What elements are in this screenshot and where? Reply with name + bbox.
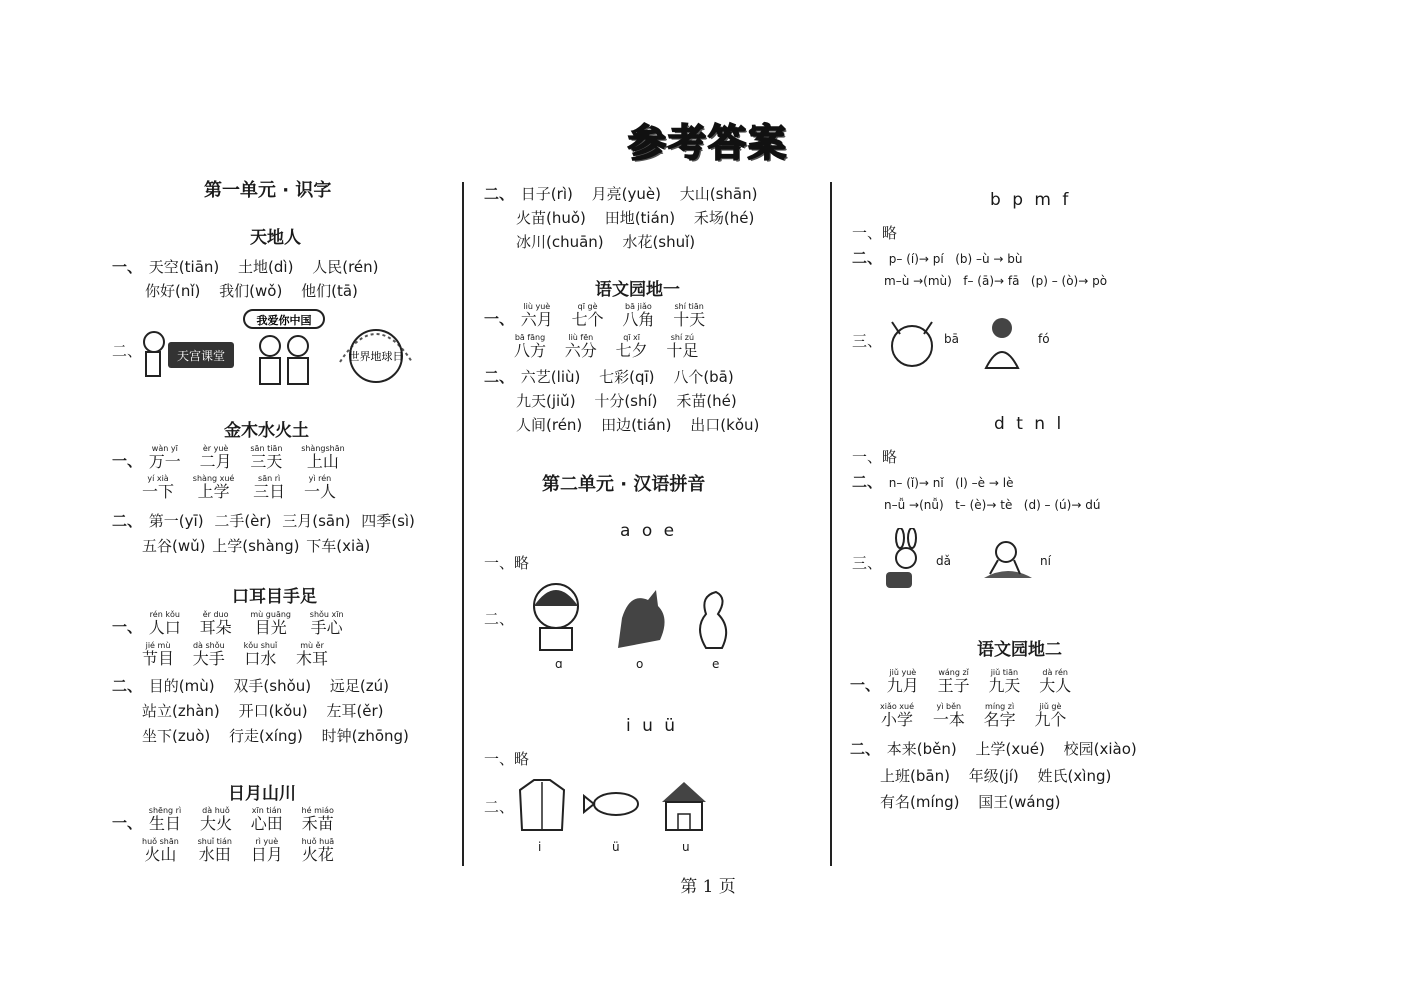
answer-item: 天空(tiān): [148, 258, 220, 276]
answer-item: 田地(tián): [604, 209, 676, 227]
s3-q1-row2: [142, 641, 342, 668]
q-label: 二、: [852, 249, 883, 267]
s5-q1-row1: [484, 302, 719, 329]
ruby-item: shàng xué 上学: [192, 474, 235, 501]
s1-q1-row2: [145, 280, 372, 301]
answer-item: 禾苗(hé): [676, 392, 737, 410]
ruby-item: qī xī 七夕: [615, 333, 648, 360]
answer-item: 他们(tā): [301, 282, 358, 300]
s1-q1-row1: [112, 256, 393, 277]
q-label: 二、: [852, 473, 883, 491]
answer-item: 七彩(qī): [599, 368, 655, 386]
answer-item: 左耳(ěr): [326, 702, 384, 720]
answer-item: 双手(shǒu): [233, 677, 312, 695]
buddha-icon: [982, 314, 1022, 370]
col2-top-row2: [516, 207, 768, 228]
q-label: 二、: [484, 185, 515, 203]
answer-item: 本来(běn): [886, 740, 957, 758]
q-label: 一、: [484, 310, 515, 328]
s2-q2-row2: [142, 535, 372, 556]
ruby-item: yì běn 一本: [932, 702, 965, 729]
pic-label-tiangong: 天宫课堂: [176, 349, 226, 363]
answer-item: 五谷(wǔ): [142, 537, 206, 555]
answer-item: 姓氏(xìng): [1037, 767, 1112, 785]
ruby-item: shí tiān 十天: [673, 302, 706, 329]
answer-item: 冰川(chuān): [516, 233, 604, 251]
answer-item: 上学(xué): [975, 740, 1045, 758]
ruby-item: shuǐ tián 水田: [197, 837, 232, 864]
ruby-item: bā fāng 八方: [514, 333, 547, 360]
s9-q3-label: 三、: [852, 554, 883, 572]
answer-item: 水花(shuǐ): [622, 233, 696, 251]
pinyin-spelling: n– (ǐ)→ nǐ (l) –è → lè: [888, 476, 1014, 490]
s6-q1: 一、略: [484, 554, 530, 572]
tiangong-classroom-illustration: [138, 312, 238, 384]
section-title-yuwen-yuandi-1: 语文园地一: [595, 280, 680, 300]
q-label: 二、: [850, 740, 881, 758]
ruby-item: dà shǒu 大手: [192, 641, 225, 668]
s10-q2-row2: [880, 765, 1125, 786]
s3-q2-row1: [112, 675, 403, 696]
mud-play-icon: [980, 534, 1036, 586]
section-title-yuwen-yuandi-2: 语文园地二: [977, 640, 1062, 660]
answer-item: 八个(bā): [673, 368, 734, 386]
caption-o: o: [636, 657, 644, 671]
section-title-d-t-n-l: d t n l: [994, 414, 1065, 434]
s8-q2-row1: [852, 247, 1023, 268]
s6-q2-label: 二、: [484, 610, 515, 628]
s9-q2-row1: [852, 471, 1013, 492]
i-love-china-illustration: [242, 306, 326, 388]
q-label: 一、: [112, 814, 143, 832]
section-title-tian-di-ren: 天地人: [250, 228, 301, 248]
q-label: 一、: [112, 258, 143, 276]
s1-q2-label: 二、: [112, 342, 143, 360]
answer-item: 三月(sān): [282, 512, 351, 530]
caption-da: dǎ: [936, 554, 951, 568]
answer-item: 九天(jiǔ): [516, 392, 576, 410]
page-number: 第 1 页: [680, 877, 736, 897]
answer-item: 大山(shān): [679, 185, 758, 203]
ruby-item: jié mù 节目: [142, 641, 175, 668]
ruby-item: yì rén 一人: [303, 474, 336, 501]
goose-icon: [700, 592, 726, 648]
ruby-item: shí zú 十足: [666, 333, 699, 360]
ruby-item: shǒu xīn 手心: [309, 610, 344, 637]
answer-item: 六艺(liù): [520, 368, 581, 386]
answer-item: 校园(xiào): [1063, 740, 1137, 758]
answer-item: 有名(míng): [880, 793, 960, 811]
ruby-item: míng zì 名字: [983, 702, 1016, 729]
answer-item: 上学(shàng): [212, 537, 300, 555]
rooster-icon: [618, 590, 665, 648]
pic-label-china: 我爱你中国: [256, 314, 312, 327]
section-title-jin-mu-shui-huo-tu: 金木水火土: [224, 421, 309, 441]
caption-e: e: [712, 657, 720, 671]
ruby-item: shēng rì 生日: [148, 806, 182, 833]
answer-item: 火苗(huǒ): [516, 209, 586, 227]
s8-q3-label: 三、: [852, 332, 883, 350]
answer-item: 田边(tián): [601, 416, 672, 434]
s7-q2-label: 二、: [484, 798, 515, 816]
cat-icon: [884, 312, 940, 368]
answer-item: 人间(rén): [516, 416, 583, 434]
unit2-title: 第二单元 · 汉语拼音: [542, 474, 706, 495]
ruby-item: jiǔ tiān 九天: [988, 668, 1021, 695]
ruby-item: rén kǒu 人口: [148, 610, 181, 637]
s5-q2-row3: [516, 414, 773, 435]
ruby-item: shàngshān 上山: [301, 444, 345, 471]
s3-q2-row3: [142, 725, 423, 746]
caption-fo: fó: [1038, 332, 1050, 346]
s2-q2-row1: [112, 510, 421, 531]
section-title-kou-er-mu-shou-zu: 口耳目手足: [232, 587, 317, 607]
ruby-item: jiǔ gè 九个: [1034, 702, 1067, 729]
column-divider-left: [462, 182, 464, 866]
s2-q1-row2: [142, 474, 350, 501]
ruby-item: liù fēn 六分: [564, 333, 597, 360]
section-title-a-o-e: a o e: [620, 521, 678, 541]
ruby-item: liù yuè 六月: [520, 302, 553, 329]
q-label: 一、: [850, 676, 881, 694]
s10-q1-row1: [850, 668, 1085, 695]
ruby-item: dà huǒ 大火: [199, 806, 232, 833]
ruby-item: xīn tián 心田: [250, 806, 283, 833]
answer-item: 站立(zhàn): [142, 702, 220, 720]
s8-q2-row2: m–ù →(mù) f– (ā)→ fā (p) – (ò)→ pò: [884, 274, 1108, 288]
s10-q2-row1: [850, 738, 1151, 759]
ruby-item: hé miáo 禾苗: [301, 806, 334, 833]
ruby-item: dà rén 大人: [1039, 668, 1072, 695]
caption-ba: bā: [944, 332, 959, 346]
section-title-b-p-m-f: b p m f: [990, 190, 1072, 210]
answer-item: 日子(rì): [520, 185, 573, 203]
ruby-item: xiǎo xué 小学: [880, 702, 915, 729]
caption-a: ɑ: [555, 657, 563, 671]
ruby-item: qī gè 七个: [571, 302, 604, 329]
ruby-item: kǒu shuǐ 口水: [243, 641, 278, 668]
earth-day-illustration: [330, 312, 422, 384]
unit1-title: 第一单元 · 识字: [204, 180, 332, 201]
rabbit-drum-icon: [880, 528, 932, 592]
answer-item: 坐下(zuò): [142, 727, 211, 745]
s10-q1-row2: [880, 702, 1080, 729]
s9-q2-row2: n–ǚ →(nǚ) t– (è)→ tè (d) – (ú)→ dú: [884, 498, 1101, 512]
ruby-item: èr yuè 二月: [199, 444, 232, 471]
ruby-item: mù ěr 木耳: [296, 641, 329, 668]
s4-q1-row2: [142, 837, 348, 864]
s3-q1-row1: [112, 610, 358, 637]
ruby-item: rì yuè 日月: [250, 837, 283, 864]
s5-q2-row1: [484, 366, 748, 387]
s8-q1: 一、略: [852, 224, 898, 242]
ruby-item: wàn yī 万一: [148, 444, 181, 471]
answer-item: 十分(shí): [594, 392, 658, 410]
answer-item: 二手(èr): [214, 512, 272, 530]
page-title: 参考答案: [627, 121, 788, 165]
house-icon: [662, 782, 706, 830]
q-label: 二、: [112, 512, 143, 530]
ruby-item: huǒ huā 火花: [301, 837, 335, 864]
answer-item: 国王(wáng): [978, 793, 1061, 811]
s5-q2-row2: [516, 390, 751, 411]
aoe-pictures: [510, 578, 740, 654]
s4-q1-row1: [112, 806, 348, 833]
ruby-item: wáng zǐ 王子: [937, 668, 970, 695]
ruby-item: sān tiān 三天: [250, 444, 283, 471]
answer-item: 第一(yī): [148, 512, 204, 530]
ruby-item: huǒ shān 火山: [142, 837, 179, 864]
col2-top-row1: [484, 183, 771, 204]
q-label: 二、: [112, 677, 143, 695]
ruby-item: yí xià 一下: [142, 474, 175, 501]
pinyin-spelling: p– (í)→ pí (b) –ù → bù: [888, 252, 1023, 266]
answer-item: 四季(sì): [361, 512, 415, 530]
answer-item: 远足(zú): [329, 677, 389, 695]
caption-i: i: [538, 840, 542, 854]
ruby-item: mù guāng 目光: [250, 610, 291, 637]
answer-item: 禾场(hé): [693, 209, 755, 227]
answer-item: 人民(rén): [312, 258, 379, 276]
s5-q1-row2: [514, 333, 712, 360]
section-title-ri-yue-shan-chuan: 日月山川: [228, 784, 296, 804]
ruby-item: jiǔ yuè 九月: [886, 668, 919, 695]
answer-item: 时钟(zhōng): [321, 727, 409, 745]
col2-top-row3: [516, 231, 709, 252]
ruby-item: bā jiǎo 八角: [622, 302, 655, 329]
answer-item: 目的(mù): [148, 677, 215, 695]
q-label: 二、: [484, 368, 515, 386]
answer-item: 年级(jí): [968, 767, 1019, 785]
girl-singing-icon: [534, 584, 578, 650]
fish-icon: [584, 793, 638, 815]
answer-item: 出口(kǒu): [690, 416, 760, 434]
ruby-item: ěr duo 耳朵: [199, 610, 232, 637]
shirt-icon: [520, 780, 564, 830]
answer-item: 行走(xíng): [229, 727, 303, 745]
s10-q2-row3: [880, 791, 1075, 812]
section-title-i-u-v: i u ü: [626, 716, 679, 736]
s9-q1: 一、略: [852, 448, 898, 466]
answer-item: 土地(dì): [238, 258, 294, 276]
q-label: 一、: [112, 452, 143, 470]
answer-item: 开口(kǒu): [238, 702, 308, 720]
answer-item: 我们(wǒ): [219, 282, 283, 300]
s3-q2-row2: [142, 700, 398, 721]
caption-v: ü: [612, 840, 620, 854]
q-label: 一、: [112, 618, 143, 636]
ruby-item: sān rì 三日: [253, 474, 286, 501]
answer-item: 月亮(yuè): [591, 185, 661, 203]
caption-u: u: [682, 840, 690, 854]
answer-item: 下车(xià): [306, 537, 371, 555]
iuv-pictures: [510, 776, 720, 836]
caption-ni: ní: [1040, 554, 1051, 568]
answer-item: 上班(bān): [880, 767, 950, 785]
column-divider-right: [830, 182, 832, 866]
s7-q1: 一、略: [484, 750, 530, 768]
pic-label-earth: 世界地球日: [348, 350, 404, 363]
s2-q1-row1: [112, 444, 359, 471]
answer-item: 你好(nǐ): [145, 282, 201, 300]
